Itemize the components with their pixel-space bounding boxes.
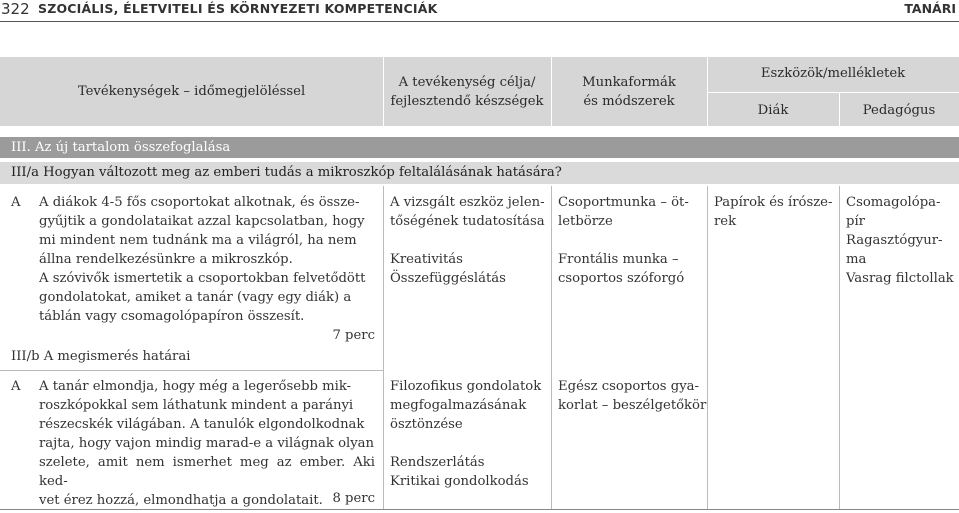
column-header-goals-line2: fejlesztendő készségek xyxy=(390,94,544,109)
subsection-rule xyxy=(0,370,383,371)
subsection-heading: III/b A megismerés határai xyxy=(11,349,191,364)
text-line: gyűjtik a gondolataikat azzal kapcsolatban, hogy xyxy=(39,214,365,229)
header-rule xyxy=(0,21,959,22)
text-line: Egész csoportos gya- xyxy=(558,379,699,394)
column-header-tools: Eszközök/mellékletek xyxy=(760,66,906,81)
text-line: rek xyxy=(714,214,737,229)
teacher-tools-cell xyxy=(846,193,959,288)
column-header-activities: Tevékenységek – időmegjelöléssel xyxy=(77,84,306,99)
text-line: A szóvivők ismertetik a csoportokban felvetődött xyxy=(39,271,366,286)
column-header-student: Diák xyxy=(757,103,789,118)
column-header-goals xyxy=(383,73,551,111)
text-line: állna rendelkezésünkre a mikroszkóp. xyxy=(39,252,293,267)
column-divider xyxy=(551,186,552,509)
text-line: Kreativitás xyxy=(390,252,463,267)
header-divider xyxy=(383,57,384,126)
section-title: III. Az új tartalom összefoglalása xyxy=(11,140,231,155)
methods-cell xyxy=(558,193,704,288)
page-number: 322 xyxy=(1,0,30,18)
text-line: Filozofikus gondolatok xyxy=(390,379,542,394)
text-line: Csoportmunka – öt- xyxy=(558,195,689,210)
subsection-band xyxy=(0,162,959,184)
text-line: mi mindent nem tudnánk ma a világról, ha nem xyxy=(39,233,357,248)
text-line: Összefüggéslátás xyxy=(390,271,506,286)
text-line: Ragasztógyur- xyxy=(846,233,943,248)
text-line: részecskék világában. A tanulók elgondolkodnak xyxy=(39,417,365,432)
header-divider xyxy=(839,93,840,126)
text-line: Vasrag filctollak xyxy=(846,271,954,286)
text-line: Frontális munka – xyxy=(558,252,679,267)
header-divider xyxy=(551,57,552,126)
student-tools-cell xyxy=(714,193,836,231)
column-header-methods-line1: Munkaformák xyxy=(582,75,676,90)
text-line: tőségének tudatosítása xyxy=(390,214,545,229)
column-header-methods-line2: és módszerek xyxy=(583,94,675,109)
text-line: Rendszerlátás xyxy=(390,455,485,470)
section-band xyxy=(0,137,959,158)
text-line: táblán vagy csomagolópapíron összesít. xyxy=(39,309,305,324)
table-bottom-rule xyxy=(0,509,959,510)
header-divider xyxy=(707,92,959,93)
time-label: 8 perc xyxy=(332,491,375,506)
page-header xyxy=(0,0,959,22)
column-divider xyxy=(707,186,708,509)
row-marker: A xyxy=(11,195,21,210)
time-label: 7 perc xyxy=(332,328,375,343)
activity-description xyxy=(39,193,375,326)
column-divider xyxy=(839,186,840,509)
text-line: Kritikai gondolkodás xyxy=(390,474,529,489)
goals-cell xyxy=(390,193,548,288)
row-marker: A xyxy=(11,379,21,394)
text-line: megfogalmazásának xyxy=(390,398,527,413)
text-line: szelete, amit nem ismerhet meg az ember. Aki ked- xyxy=(39,455,375,489)
text-line: Csomagolópa- xyxy=(846,195,941,210)
column-divider xyxy=(383,186,384,509)
column-header-goals-line1: A tevékenység célja/ xyxy=(398,75,536,90)
table-header xyxy=(0,57,959,126)
text-line: A vizsgált eszköz jelen- xyxy=(390,195,545,210)
running-label: TANÁRI xyxy=(904,1,956,16)
column-header-teacher: Pedagógus xyxy=(862,103,936,118)
text-line: korlat – beszélgetőkör xyxy=(558,398,707,413)
text-line: roszkópokkal sem láthatunk mindent a parányi xyxy=(39,398,354,413)
methods-cell xyxy=(558,377,707,415)
subsection-title: III/a Hogyan változott meg az emberi tudás a mikroszkóp feltalálásának hatására? xyxy=(11,165,562,180)
text-line: A tanár elmondja, hogy még a legerősebb mik- xyxy=(39,379,352,394)
text-line: rajta, hogy vajon mindig marad-e a világnak olyan xyxy=(39,436,375,451)
text-line: pír xyxy=(846,214,865,229)
goals-cell xyxy=(390,377,548,491)
text-line: gondolatokat, amiket a tanár (vagy egy diák) a xyxy=(39,290,352,305)
text-line: ma xyxy=(846,252,867,267)
text-line: A diákok 4-5 fős csoportokat alkotnak, és össze- xyxy=(39,195,360,210)
text-line: letbörze xyxy=(558,214,613,229)
text-line: ösztönzése xyxy=(390,417,463,432)
text-line: vet érez hozzá, elmondhatja a gondolatait. xyxy=(39,493,323,508)
column-header-methods xyxy=(551,73,707,111)
running-title: SZOCIÁLIS, ÉLETVITELI ÉS KÖRNYEZETI KOMPETENCIÁK xyxy=(38,1,438,16)
text-line: csoportos szóforgó xyxy=(558,271,685,286)
text-line: Papírok és írósze- xyxy=(714,195,833,210)
